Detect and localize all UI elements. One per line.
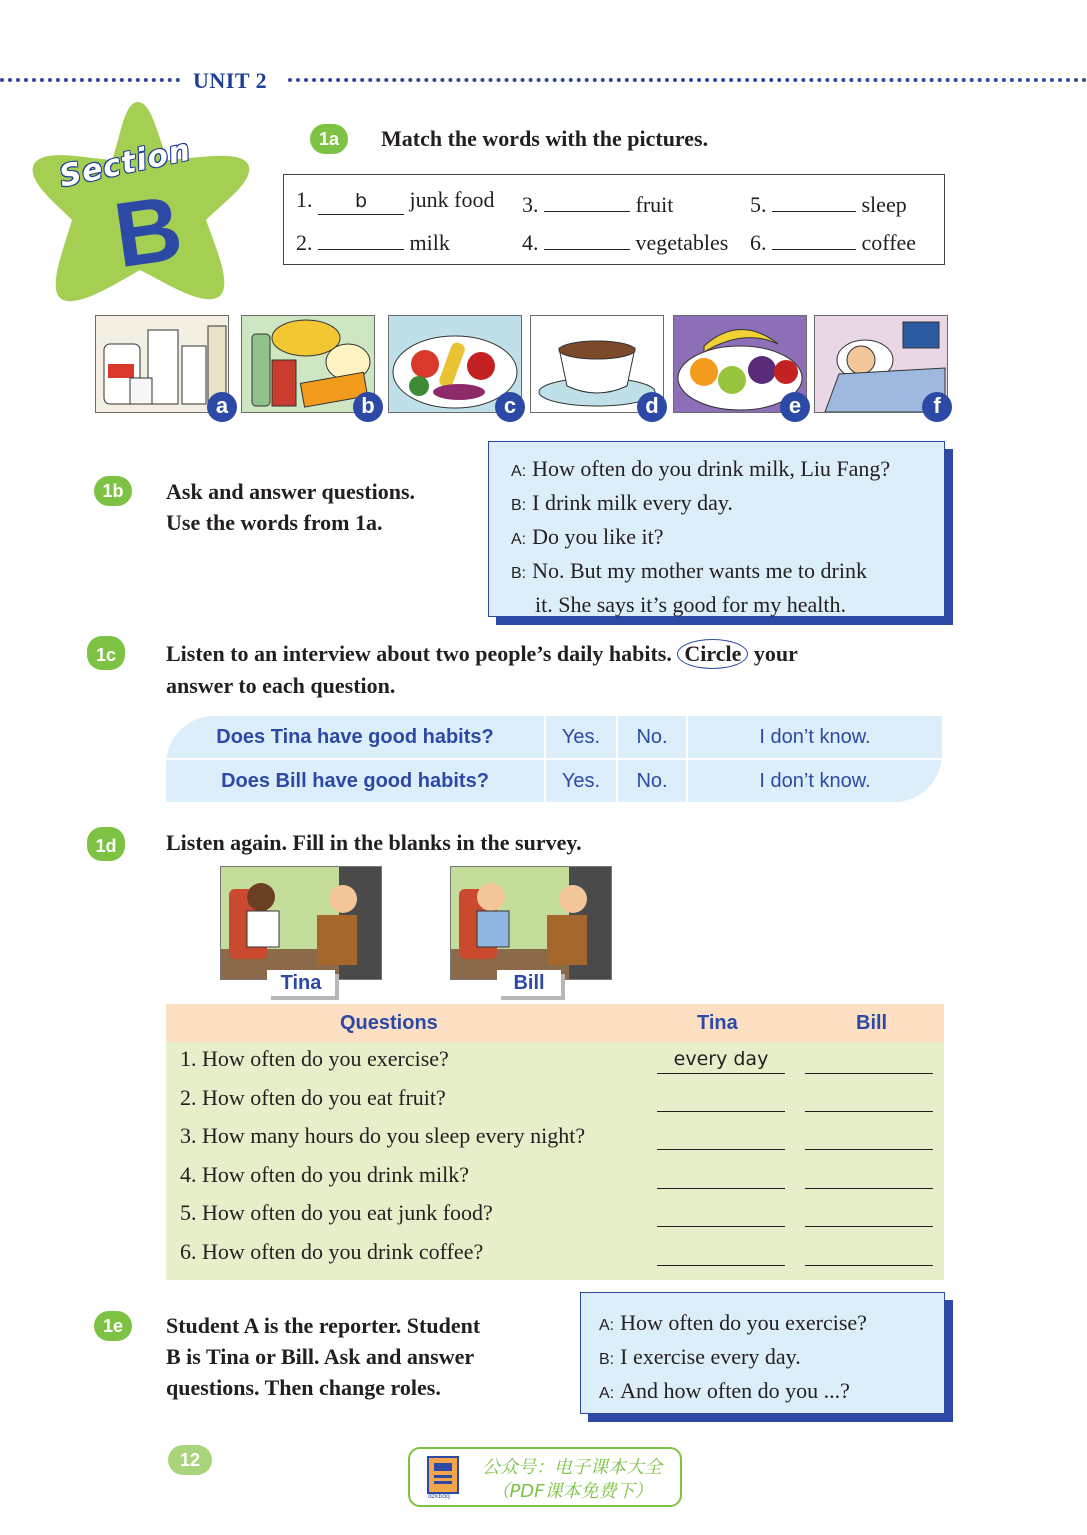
watermark-icon-text: dzkbdq [428,1493,450,1500]
dialogue-line: B: I drink milk every day. [511,490,733,515]
picture-tag-f: f [922,392,952,422]
interview-picture [221,867,381,979]
junk-food-icon [242,316,374,412]
answer-no[interactable]: No. [636,726,668,748]
activity-badge-1b: 1b [94,476,132,506]
circle-word: Circle [677,639,748,669]
survey-blank-tina[interactable] [657,1073,785,1075]
picture-tag-b: b [353,392,383,422]
survey-question: 4. How often do you drink milk? [180,1162,470,1187]
activity-badge-1d: 1d [87,827,125,861]
dialogue-line: A: And how often do you ...? [599,1378,850,1403]
answer-blank[interactable] [544,225,630,250]
photo-tina [220,866,382,980]
dialogue-line: A: How often do you drink milk, Liu Fang? [511,456,891,481]
photo-bill [450,866,612,980]
dialogue-box-1b [488,441,945,617]
survey-question: 2. How often do you eat fruit? [180,1085,446,1110]
survey-question: 3. How many hours do you sleep every night? [180,1123,586,1148]
watermark [408,1447,682,1507]
instruction-1d: Listen again. Fill in the blanks in the survey. [166,830,582,855]
survey-question: 6. How often do you drink coffee? [180,1239,484,1264]
habit-question: Does Bill have good habits? [221,770,489,792]
survey-header [166,1004,944,1042]
word-item: 5. sleep [750,187,907,218]
dialogue-line: it. She says it’s good for my health. [535,592,847,617]
section-letter: B [108,176,189,288]
word-item: 1. b junk food [296,187,494,215]
survey-header-questions: Questions [340,1012,438,1034]
answer-blank[interactable] [318,225,404,250]
instruction-1c-line1: Listen to an interview about two people’s daily habits. Circle your [166,638,798,670]
habits-table [166,716,942,802]
instruction-1a: Match the words with the pictures. [381,126,709,151]
instruction-1c-line2: answer to each question. [166,673,396,698]
survey-question: 5. How often do you eat junk food? [180,1200,493,1225]
survey-blank-tina[interactable] [657,1226,785,1228]
word-item: 3. fruit [522,187,673,218]
answer-no[interactable]: No. [636,770,668,792]
watermark-line1: 公众号：电子课本大全 [482,1457,662,1478]
answer-yes[interactable]: Yes. [561,770,601,792]
survey-blank-tina[interactable] [657,1265,785,1267]
interview-picture [451,867,611,979]
habit-question: Does Tina have good habits? [216,726,494,748]
answer-blank[interactable] [772,225,856,250]
answer-dont-know[interactable]: I don’t know. [759,770,871,792]
instruction-1e-line3: questions. Then change roles. [166,1375,441,1400]
dialogue-line: B: I exercise every day. [599,1344,801,1369]
instruction-1b-line2: Use the words from 1a. [166,510,383,535]
dialogue-box-1e [580,1292,945,1414]
word-list-box [283,174,945,265]
answer-dont-know[interactable]: I don’t know. [759,726,871,748]
survey-answer-tina[interactable]: every day [673,1048,769,1070]
person-label-tina: Tina [267,970,335,996]
header-dotted-rule-left [0,78,180,82]
answer-yes[interactable]: Yes. [561,726,601,748]
survey-blank-tina[interactable] [657,1149,785,1151]
watermark-line2: （PDF课本免费下） [491,1481,653,1502]
survey-header-bill: Bill [856,1012,888,1034]
word-item: 2. milk [296,225,450,256]
instruction-1e-line2: B is Tina or Bill. Ask and answer [166,1344,475,1369]
word-item: 6. coffee [750,225,916,256]
instruction-1e-line1: Student A is the reporter. Student [166,1313,481,1338]
dialogue-line: A: How often do you exercise? [599,1310,867,1335]
header-dotted-rule-right [288,78,1087,82]
activity-badge-1e: 1e [94,1311,132,1341]
picture-tag-e: e [780,392,810,422]
survey-blank-bill[interactable] [805,1226,933,1228]
survey-blank-tina[interactable] [657,1111,785,1113]
milk-icon [96,316,228,412]
section-label: Section [56,132,195,195]
activity-badge-1c: 1c [87,636,125,670]
answer-blank[interactable] [544,187,630,212]
survey-question: 1. How often do you exercise? [180,1046,449,1071]
survey-blank-bill[interactable] [805,1073,933,1075]
picture-tag-c: c [495,392,525,422]
survey-blank-tina[interactable] [657,1188,785,1190]
person-label-bill: Bill [497,970,561,996]
word-item: 4. vegetables [522,225,728,256]
activity-badge-1a: 1a [310,124,348,154]
survey-blank-bill[interactable] [805,1188,933,1190]
survey-blank-bill[interactable] [805,1265,933,1267]
survey-blank-bill[interactable] [805,1149,933,1151]
dialogue-line: B: No. But my mother wants me to drink [511,558,867,583]
answer-blank[interactable]: b [318,190,404,215]
instruction-1b-line1: Ask and answer questions. [166,479,416,504]
answer-blank[interactable] [772,187,856,212]
survey-blank-bill[interactable] [805,1111,933,1113]
picture-tag-a: a [207,392,237,422]
picture-tag-d: d [637,392,667,422]
survey-header-tina: Tina [697,1012,738,1034]
dialogue-line: A: Do you like it? [511,524,664,549]
unit-title: UNIT 2 [193,68,268,93]
page-number: 12 [168,1445,212,1475]
